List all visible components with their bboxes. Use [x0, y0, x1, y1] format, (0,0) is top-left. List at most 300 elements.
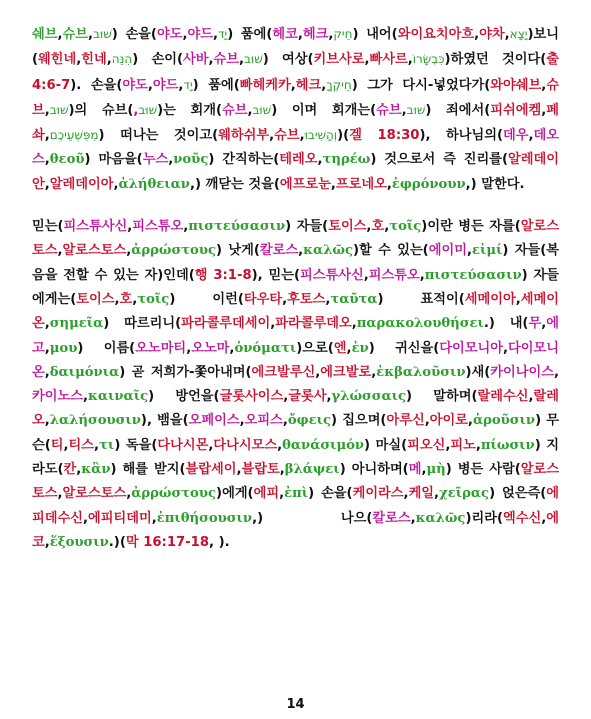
- text-segment: )할 수 있는(: [353, 243, 429, 259]
- text-segment: ,: [126, 486, 132, 502]
- text-segment: 믿는(: [32, 219, 64, 235]
- text-segment: 에프로눈: [279, 176, 331, 192]
- text-segment: 에피데수신: [32, 486, 559, 526]
- text-segment: ) 여상(: [262, 52, 314, 68]
- text-segment: 티스: [68, 437, 95, 453]
- text-segment: )의 슈브(: [68, 102, 134, 118]
- text-segment: ἐπὶ: [284, 486, 309, 502]
- text-segment: 빠사르: [369, 52, 408, 68]
- text-segment: ) 귀신을(: [368, 340, 440, 356]
- text-segment: ) 이며 회개는(: [271, 102, 377, 118]
- text-segment: μου: [49, 340, 78, 356]
- text-segment: 쉐브: [32, 27, 58, 42]
- text-segment: 카이노스: [32, 389, 83, 405]
- text-segment: וְהָשִׁיבוּ: [304, 128, 338, 143]
- text-segment: ἀροῦσιν: [472, 413, 536, 429]
- document-page: [32, 22, 559, 555]
- text-segment: ,: [63, 437, 69, 453]
- text-segment: σημεῖα: [49, 316, 104, 332]
- text-segment: 막 16:17-18: [125, 534, 210, 550]
- text-segment: 겔 18:30: [349, 128, 420, 144]
- text-segment: ἐπιθήσουσιν: [156, 510, 253, 526]
- text-segment: ὀνόματι: [234, 340, 297, 356]
- text-segment: )에게(: [216, 486, 254, 502]
- text-segment: ,: [57, 27, 63, 42]
- text-segment: ) 것으로서 즉 진리를(: [370, 152, 509, 168]
- text-segment: λαλήσουσιν: [49, 413, 141, 429]
- text-segment: ,: [44, 340, 50, 356]
- text-segment: 타우타: [243, 291, 283, 307]
- text-segment: ,: [269, 128, 275, 144]
- text-segment: 카이나이스: [490, 364, 554, 380]
- text-segment: ,: [503, 340, 509, 356]
- text-segment: חֵיקֶךָ: [326, 77, 352, 92]
- text-segment: ,: [541, 510, 547, 526]
- text-segment: 호: [371, 219, 385, 235]
- text-segment: ,: [330, 176, 336, 192]
- text-segment: 야도: [122, 77, 148, 93]
- text-segment: ,) 나으(: [252, 510, 373, 526]
- text-segment: ,: [515, 291, 521, 307]
- text-segment: ,: [421, 462, 427, 478]
- text-segment: 칸: [63, 462, 77, 478]
- text-segment: ,: [236, 462, 242, 478]
- text-segment: ) 품에(: [192, 77, 240, 93]
- text-segment: ,: [183, 219, 189, 235]
- text-segment: ) 손이(: [132, 52, 184, 68]
- text-segment: 알로스토스: [32, 219, 560, 259]
- text-segment: ,: [553, 364, 559, 380]
- page-number: 14: [286, 697, 305, 712]
- text-segment: ἀρρώστους: [131, 243, 217, 259]
- text-segment: ,: [208, 437, 214, 453]
- text-segment: ,: [82, 510, 88, 526]
- text-segment: ) 간직하는(: [208, 152, 280, 168]
- text-segment: ,: [407, 52, 413, 68]
- text-segment: ) 마실(: [364, 437, 408, 453]
- text-segment: 웨힌네: [38, 52, 77, 68]
- text-segment: ,: [151, 510, 157, 526]
- text-segment: ,: [114, 291, 120, 307]
- text-segment: 데오스: [32, 128, 559, 168]
- text-segment: שׁוּב: [406, 102, 426, 117]
- text-segment: 다나시몬: [157, 437, 209, 453]
- text-segment: 사바: [183, 52, 209, 68]
- text-segment: 파라콜루데오: [275, 316, 352, 332]
- text-segment: ,: [541, 77, 547, 93]
- text-segment: 블랍세이: [185, 462, 237, 478]
- text-segment: ,: [44, 152, 50, 168]
- text-segment: ,: [44, 102, 50, 118]
- text-segment: 다이모니온: [32, 340, 559, 380]
- text-segment: ,: [299, 128, 305, 144]
- text-segment: ,: [410, 510, 416, 526]
- text-segment: κἂν: [81, 462, 111, 478]
- text-segment: ) 따르리니(: [103, 316, 182, 332]
- text-segment: מִפִּשְׁעֵיכֶם: [49, 128, 99, 143]
- text-segment: )하였던 것이다(: [444, 52, 547, 68]
- text-segment: 엑수신: [503, 510, 542, 526]
- text-segment: 페솨: [32, 102, 559, 144]
- text-segment: ,: [504, 27, 510, 42]
- text-segment: ,: [212, 27, 218, 42]
- text-segment: ). 손을(: [70, 77, 123, 93]
- text-segment: ,: [419, 267, 425, 283]
- text-segment: εἰμί: [471, 243, 503, 259]
- text-segment: ) 병든 사람(: [445, 462, 521, 478]
- text-segment: τοῖς: [389, 219, 422, 235]
- text-segment: 피쉬에켐: [490, 102, 542, 118]
- text-segment: , ).: [209, 534, 230, 550]
- text-segment: ) 죄에서(: [425, 102, 491, 118]
- text-segment: 슈브: [221, 102, 248, 118]
- text-segment: ,: [321, 77, 327, 93]
- text-segment: שׁוּב: [93, 27, 112, 41]
- text-segment: ,: [363, 267, 369, 283]
- text-segment: ,: [82, 389, 88, 405]
- text-segment: ,: [401, 102, 407, 118]
- text-segment: 슈브: [213, 52, 239, 68]
- text-segment: שׁוּב: [252, 102, 272, 117]
- text-segment: ) 마음을(: [84, 152, 143, 168]
- text-segment: ,: [208, 52, 214, 68]
- text-segment: 오피스: [244, 413, 283, 429]
- text-segment: ,: [445, 437, 451, 453]
- text-segment: ,) 말한다.: [465, 176, 525, 192]
- text-segment: 알로스토스: [62, 486, 127, 502]
- text-segment: ,: [325, 291, 331, 307]
- text-segment: ) 자들(: [285, 219, 329, 235]
- text-segment: )으로(: [296, 340, 334, 356]
- text-segment: ) 방언을(: [148, 389, 220, 405]
- text-segment: 토이스: [328, 219, 367, 235]
- text-segment: 아루신: [386, 413, 425, 429]
- text-segment: 칼로스: [259, 243, 299, 259]
- text-segment: ) 집으며(: [331, 413, 387, 429]
- text-segment: καλῶς: [415, 510, 466, 526]
- text-segment: ,: [44, 176, 50, 192]
- text-segment: ,: [44, 534, 50, 550]
- text-segment: שׁוּב: [138, 102, 158, 117]
- text-segment: ,: [76, 52, 82, 68]
- text-segment: ,: [386, 176, 392, 192]
- text-segment: 다나시모스: [213, 437, 278, 453]
- text-segment: θανάσιμόν: [282, 437, 365, 453]
- text-segment: ,: [279, 462, 285, 478]
- text-segment: יָד: [183, 77, 193, 92]
- text-segment: ,: [229, 340, 235, 356]
- paragraph-1: [32, 22, 559, 197]
- text-segment: θεοῦ: [49, 152, 85, 168]
- text-segment: 세메이온: [32, 291, 559, 332]
- text-segment: ,: [283, 389, 289, 405]
- text-segment: ,: [178, 77, 184, 93]
- text-segment: ,: [475, 437, 481, 453]
- text-segment: 피노: [450, 437, 476, 453]
- text-segment: 랄레수신: [477, 389, 529, 405]
- text-segment: 에이미: [428, 243, 467, 259]
- text-segment: .) 내(: [483, 316, 529, 332]
- text-segment: ,: [282, 413, 288, 429]
- text-segment: ) 말하며(: [406, 389, 478, 405]
- text-segment: ,: [279, 486, 285, 502]
- text-segment: ,: [541, 102, 547, 118]
- text-segment: 다이모니아: [439, 340, 504, 356]
- text-segment: ,: [466, 243, 472, 259]
- text-segment: ,: [239, 413, 245, 429]
- text-segment: 세메이아: [464, 291, 516, 307]
- text-segment: δαιμόνια: [49, 364, 120, 380]
- text-segment: ,: [182, 27, 188, 42]
- text-segment: )새(: [465, 364, 491, 380]
- text-segment: ,: [474, 27, 480, 42]
- text-segment: 슈브: [274, 128, 300, 144]
- text-segment: 피스튜사신: [63, 219, 128, 235]
- text-segment: 슈브: [62, 27, 88, 42]
- text-segment: ) 낫게(: [216, 243, 260, 259]
- text-segment: ,: [168, 152, 174, 168]
- text-segment: ,) 깨닫는 것을(: [189, 176, 280, 192]
- text-segment: ,: [133, 102, 139, 118]
- text-segment: 아이로: [429, 413, 468, 429]
- text-segment: 글롯사: [288, 389, 327, 405]
- text-segment: 티: [50, 437, 64, 453]
- text-segment: הִנֵּה: [111, 52, 133, 67]
- text-segment: ,: [315, 364, 321, 380]
- text-segment: ,: [132, 291, 138, 307]
- text-segment: μὴ: [426, 462, 446, 478]
- text-segment: 호: [119, 291, 133, 307]
- text-segment: ,: [528, 128, 534, 144]
- text-segment: ,: [44, 316, 50, 332]
- text-segment: 슈브: [376, 102, 402, 118]
- text-segment: 글롯사이스: [219, 389, 284, 405]
- text-segment: παρακολουθήσει: [356, 316, 484, 332]
- text-segment: ) 자들(복음을 전할 수 있는 자)인데(: [32, 243, 559, 283]
- text-segment: ,: [76, 462, 82, 478]
- text-segment: ) 얹은즉(: [489, 486, 547, 502]
- text-segment: ,: [346, 340, 352, 356]
- text-segment: 에고: [32, 316, 559, 356]
- text-segment: καιναῖς: [87, 389, 149, 405]
- text-segment: καλῶς: [303, 243, 354, 259]
- text-segment: 파라콜루데세이: [181, 316, 271, 332]
- text-segment: 웨하쉬부: [218, 128, 270, 144]
- text-segment: ) 내어(: [352, 27, 398, 42]
- text-segment: ) 표적이(: [377, 291, 465, 307]
- text-segment: ), 하나님의(: [419, 128, 504, 144]
- text-segment: 알레데이아: [49, 176, 114, 192]
- text-segment: 피스튜사신: [300, 267, 364, 283]
- text-segment: )리라(: [465, 510, 504, 526]
- text-segment: ) 품에(: [227, 27, 273, 42]
- text-segment: ,: [403, 486, 409, 502]
- text-segment: 에코: [32, 510, 559, 550]
- text-segment: ,: [186, 340, 192, 356]
- text-segment: )보니(: [32, 27, 559, 68]
- text-segment: .)(: [108, 534, 126, 550]
- text-segment: ) 해를 받지(: [110, 462, 186, 478]
- text-segment: 피스튜오: [132, 219, 184, 235]
- text-segment: 오노마: [191, 340, 230, 356]
- text-segment: שׁוּב: [49, 102, 69, 117]
- text-segment: שׁוּב: [244, 52, 263, 67]
- text-segment: 무: [528, 316, 542, 332]
- text-segment: 테레오: [279, 152, 318, 168]
- text-segment: ) 이런(: [169, 291, 244, 307]
- text-segment: 케일: [408, 486, 435, 502]
- text-segment: 에피티데미: [87, 510, 152, 526]
- text-segment: ) 독을(: [114, 437, 158, 453]
- text-segment: 칼로스: [372, 510, 411, 526]
- text-segment: ) 손을(: [111, 27, 157, 42]
- text-segment: ,: [298, 243, 304, 259]
- text-segment: ,: [126, 243, 132, 259]
- text-segment: ,: [270, 316, 276, 332]
- text-segment: 알로스토스: [62, 243, 127, 259]
- text-segment: ὄφεις: [287, 413, 332, 429]
- text-segment: ) 무슨(: [32, 413, 559, 453]
- text-segment: חֵיק: [333, 27, 353, 41]
- text-segment: 헤코: [272, 27, 298, 42]
- text-segment: ,: [290, 77, 296, 93]
- text-segment: 야도: [156, 27, 183, 42]
- text-segment: ) 곧 저희가-쫓아내며(: [119, 364, 252, 380]
- text-segment: 슈브: [32, 77, 560, 118]
- text-segment: ) 그가 다시-넣었다가(: [351, 77, 491, 93]
- text-segment: τι: [99, 437, 115, 453]
- text-segment: χεῖρας: [439, 486, 490, 502]
- text-segment: 에피: [253, 486, 280, 502]
- text-segment: ,: [277, 437, 283, 453]
- text-segment: ,: [528, 389, 534, 405]
- text-segment: 와야쉐브: [490, 77, 542, 93]
- text-segment: ,: [364, 52, 370, 68]
- text-segment: יָד: [217, 27, 228, 41]
- text-segment: ,: [297, 27, 303, 42]
- text-segment: 행 3:1-8: [194, 267, 252, 283]
- text-segment: ἐφρόνουν: [391, 176, 466, 192]
- text-segment: ,: [371, 364, 377, 380]
- text-segment: ἐν: [351, 340, 369, 356]
- text-segment: τοῖς: [137, 291, 170, 307]
- text-segment: ,: [434, 486, 440, 502]
- text-segment: ,: [282, 291, 288, 307]
- text-segment: ) 자들에게는(: [32, 267, 559, 307]
- text-segment: βλάψει: [284, 462, 340, 478]
- text-segment: 피스튜오: [368, 267, 420, 283]
- text-segment: 피오신: [407, 437, 446, 453]
- text-segment: ἕξουσιν: [49, 534, 109, 550]
- text-segment: ) 아니하며(: [339, 462, 409, 478]
- text-segment: 와이요치아흐: [397, 27, 475, 42]
- text-segment: νοῦς: [173, 152, 209, 168]
- text-segment: 에크발로: [320, 364, 372, 380]
- text-segment: 오페이스: [188, 413, 240, 429]
- text-segment: ,: [366, 219, 372, 235]
- text-segment: ,: [57, 243, 63, 259]
- text-segment: ,: [239, 52, 245, 68]
- text-segment: ) 지라도(: [32, 437, 560, 478]
- text-segment: ,: [384, 219, 390, 235]
- text-segment: ,: [87, 27, 93, 42]
- text-segment: ,: [541, 316, 547, 332]
- text-segment: ) 손을(: [308, 486, 353, 502]
- text-segment: 누스: [142, 152, 169, 168]
- text-segment: ,: [127, 219, 133, 235]
- text-segment: ), 뱀을(: [140, 413, 189, 429]
- text-segment: ,: [328, 27, 334, 42]
- text-segment: 헤크: [295, 77, 322, 93]
- text-segment: πιστεύσασιν: [424, 267, 522, 283]
- text-segment: 키브사로: [313, 52, 365, 68]
- text-segment: ἐκβαλοῦσιν: [376, 364, 466, 380]
- text-segment: 프로네오: [335, 176, 387, 192]
- text-segment: ,: [94, 437, 100, 453]
- text-segment: 출 4:6-7: [32, 52, 560, 93]
- text-segment: 메: [408, 462, 422, 478]
- text-segment: 빠헤케카: [239, 77, 291, 93]
- text-segment: ,: [44, 413, 50, 429]
- text-segment: πιστεύσασιν: [188, 219, 286, 235]
- text-segment: 헤크: [302, 27, 329, 42]
- text-segment: ,: [44, 364, 50, 380]
- text-segment: 토이스: [76, 291, 115, 307]
- text-segment: ,: [326, 389, 332, 405]
- text-segment: ,: [113, 176, 119, 192]
- text-segment: 랄레오: [32, 389, 559, 429]
- text-segment: 오노마티: [135, 340, 187, 356]
- text-segment: ), 믿는(: [251, 267, 301, 283]
- text-segment: )는 회개(: [157, 102, 222, 118]
- text-segment: ,: [351, 316, 357, 332]
- text-segment: ,: [57, 486, 63, 502]
- text-segment: )(: [337, 128, 350, 144]
- text-segment: ,: [106, 52, 112, 68]
- text-segment: 야드: [152, 77, 179, 93]
- text-segment: ,: [467, 413, 473, 429]
- text-segment: 힌네: [81, 52, 107, 68]
- text-segment: 케이라스: [352, 486, 404, 502]
- text-segment: 야차: [479, 27, 505, 42]
- text-segment: 블랍토: [241, 462, 280, 478]
- text-segment: ) 이름(: [77, 340, 136, 356]
- text-segment: כִּבְשָׂרוֹ: [412, 52, 445, 67]
- text-segment: ,: [317, 152, 323, 168]
- text-segment: 알로스토스: [32, 462, 559, 502]
- text-segment: 엔: [333, 340, 347, 356]
- text-segment: 알레데이안: [32, 152, 559, 192]
- text-segment: ,: [247, 102, 253, 118]
- paragraph-2: [32, 215, 559, 555]
- text-segment: ,: [147, 77, 153, 93]
- text-segment: 후토스: [287, 291, 326, 307]
- text-segment: πίωσιν: [480, 437, 535, 453]
- text-segment: ἀλήθειαν: [118, 176, 190, 192]
- text-segment: γλώσσαις: [331, 389, 407, 405]
- text-segment: ,: [424, 413, 430, 429]
- text-segment: ) 떠나는 것이고(: [98, 128, 219, 144]
- text-segment: )이란 병든 자를(: [421, 219, 521, 235]
- text-segment: 에크발루신: [251, 364, 316, 380]
- text-segment: יָצָא: [509, 27, 528, 41]
- text-segment: ταῦτα: [330, 291, 378, 307]
- text-segment: ἀρρώστους: [131, 486, 217, 502]
- text-segment: ,: [44, 128, 50, 144]
- text-segment: 야드: [187, 27, 213, 42]
- text-segment: 데우: [503, 128, 529, 144]
- text-segment: τηρέω: [322, 152, 371, 168]
